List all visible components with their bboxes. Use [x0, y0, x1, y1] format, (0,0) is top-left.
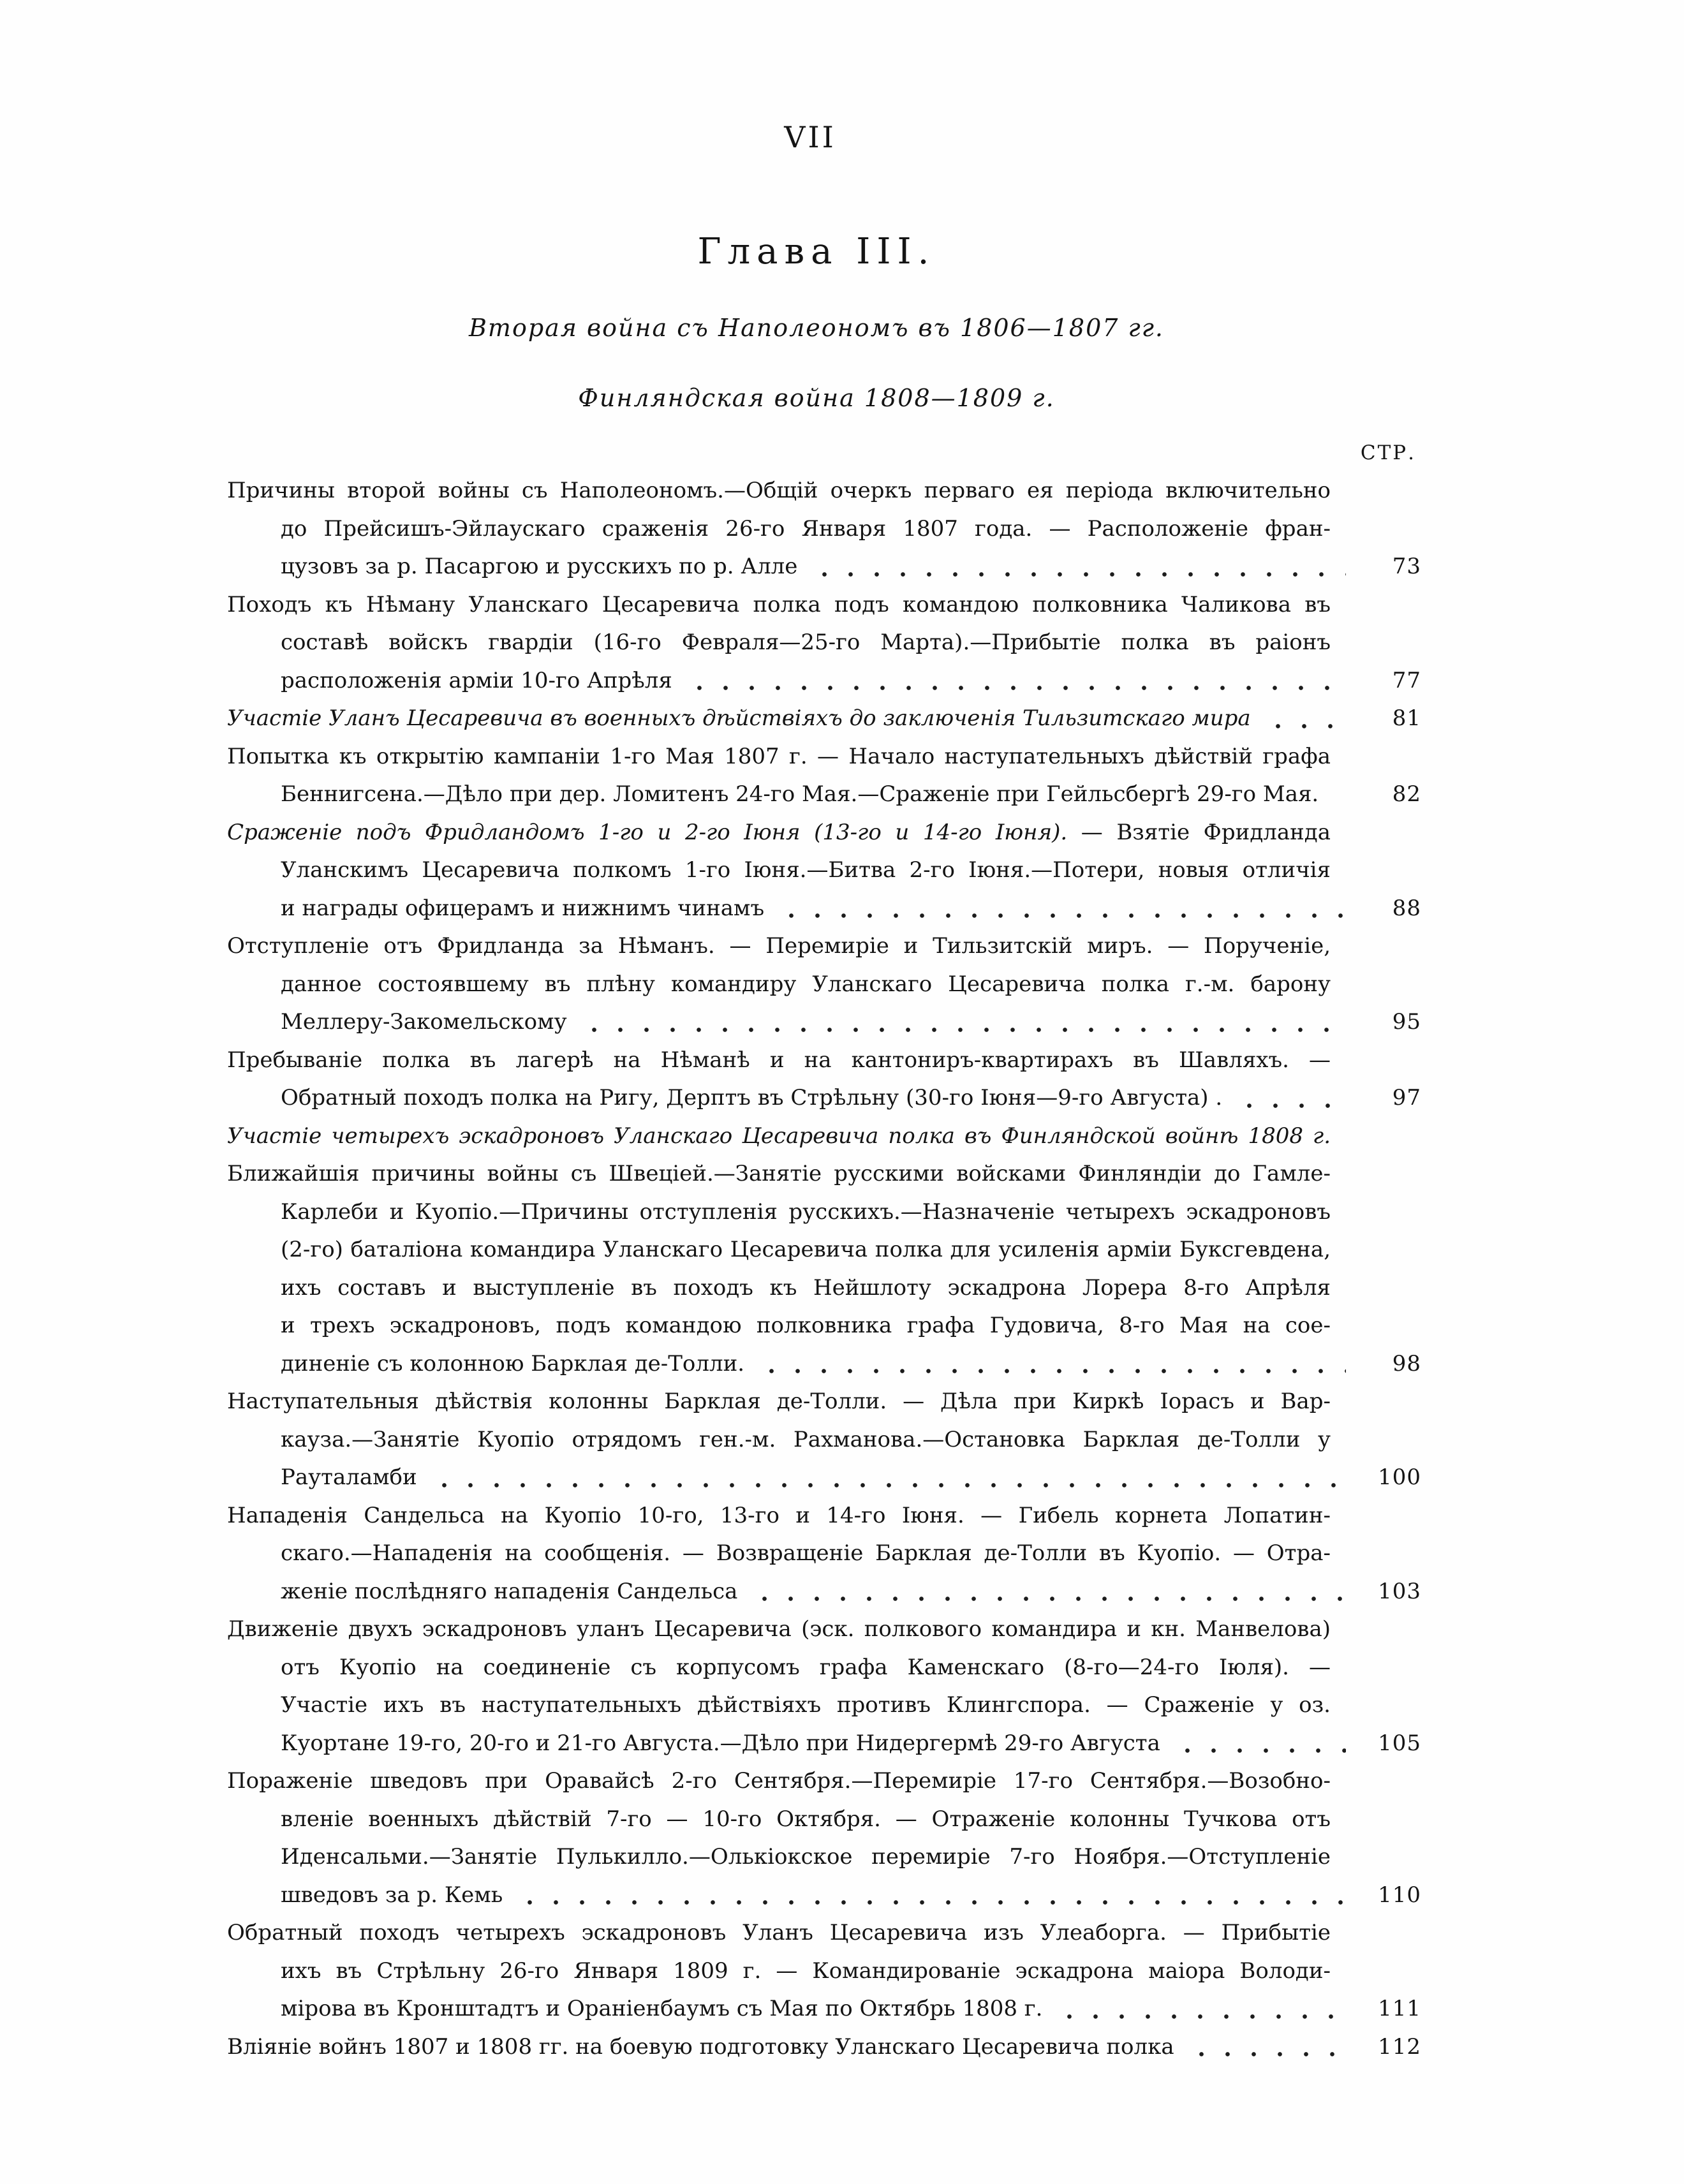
toc-entry [227, 472, 1421, 586]
toc-line-text: и трехъ эскадроновъ, подъ командою полковника графа Гудовича, 8-го Мая на сое- [281, 1313, 1331, 1338]
toc-line [227, 472, 1421, 510]
toc-line-text: шведовъ за р. Кемь [281, 1882, 503, 1908]
toc-line-text: Меллеру-Закомельскому [281, 1009, 567, 1035]
toc-entry [227, 1155, 1421, 1383]
toc-line-text: диненіе съ колонною Барклая де-Толли. [281, 1350, 745, 1376]
toc-line [281, 966, 1421, 1004]
toc-line-text: Вліяніе войнъ 1807 и 1808 гг. на боевую подготовку Уланскаго Цесаревича полка [227, 2033, 1174, 2060]
toc-line [281, 1838, 1421, 1877]
toc-line-text: (2-го) баталіона командира Уланскаго Цесаревича полка для усиленія арміи Буксгевдена, [281, 1237, 1331, 1262]
toc-line [227, 700, 1421, 738]
toc-line [281, 1079, 1421, 1118]
toc-entry [227, 700, 1421, 738]
toc-entry [227, 738, 1421, 814]
toc-line [227, 1118, 1421, 1156]
toc-line-text: Пребываніе полка въ лагерѣ на Нѣманѣ и на кантониръ-квартирахъ въ Шавляхъ. — [227, 1047, 1331, 1073]
toc-line-text: отъ Куопіо на соединеніе съ корпусомъ графа Каменскаго (8-го—24-го Іюля). — [281, 1654, 1331, 1680]
toc-line [281, 1801, 1421, 1839]
toc-line-text: и награды офицерамъ и нижнимъ чинамъ [281, 895, 765, 921]
toc-line [227, 2028, 1421, 2067]
toc-entry [227, 927, 1421, 1042]
toc-line [227, 1383, 1421, 1421]
toc-line-text: составѣ войскъ гвардіи (16-го Февраля—25-го Марта).—Прибытіе полка въ раіонъ [281, 630, 1331, 655]
toc-line-text: Рауталамби [281, 1465, 417, 1490]
toc-line-text: Сраженіе подъ Фридландомъ 1-го и 2-го Іюня (13-го и 14-го Іюня). [227, 819, 1068, 845]
toc-line [281, 1535, 1421, 1573]
page-number: 103 [1378, 1578, 1421, 1604]
toc-line [281, 1952, 1421, 1991]
toc-line-text: Нападенія Сандельса на Куопіо 10-го, 13-го и 14-го Іюня. — Гибель корнета Лопатин- [227, 1502, 1331, 1528]
dot-leader [1056, 2014, 1346, 2019]
toc-line [281, 1307, 1421, 1345]
toc-line-text: Попытка къ открытію кампаніи 1-го Мая 1807 г. — Начало наступательныхъ дѣйствій графа [227, 743, 1331, 769]
dot-leader [431, 1482, 1346, 1488]
toc-line [281, 1573, 1421, 1611]
dot-leader [778, 913, 1346, 919]
toc-entry [227, 586, 1421, 700]
toc-line-text: Движеніе двухъ эскадроновъ уланъ Цесаревича (эск. полкового командира и кн. Манвелова) [227, 1616, 1331, 1642]
page-number: 95 [1392, 1009, 1421, 1035]
toc-entry [227, 1042, 1421, 1118]
toc-entry [227, 1383, 1421, 1497]
chapter-title: Глава III. [697, 231, 936, 272]
toc-line [281, 1725, 1421, 1763]
toc-line-text: ихъ въ Стрѣльну 26-го Января 1809 г. — Командированіе эскадрона маіора Володи- [281, 1958, 1331, 1984]
toc-entry [227, 1497, 1421, 1611]
toc-line-text: Куортане 19-го, 20-го и 21-го Августа.—Дѣло при Нидергермѣ 29-го Августа [281, 1730, 1160, 1756]
toc-line [281, 1421, 1421, 1459]
toc-line [281, 1231, 1421, 1269]
toc-line [227, 1042, 1421, 1080]
page-number: 100 [1378, 1465, 1421, 1490]
toc-entry [227, 1118, 1421, 1156]
toc-line [281, 1193, 1421, 1232]
toc-line-text: Участіе ихъ въ наступательныхъ дѣйствіяхъ противъ Клингспора. — Сраженіе у оз. [281, 1692, 1331, 1718]
toc-line-text: Беннигсена.—Дѣло при дер. Ломитенъ 24-го Мая.—Сраженіе при Гейльсбергѣ 29-го Мая. [281, 781, 1319, 807]
folio-number: VII [784, 120, 836, 154]
toc-line [281, 1649, 1421, 1687]
toc-line-text: Участіе четырехъ эскадроновъ Уланскаго Цесаревича полка въ Финляндской войнѣ 1808 г. [227, 1123, 1331, 1149]
toc-line-text: Отступленіе отъ Фридланда за Нѣманъ. — Перемиріе и Тильзитскій миръ. — Порученіе, [227, 933, 1331, 959]
toc-line [227, 814, 1421, 852]
toc-line [281, 1003, 1421, 1042]
subtitle-war-finland: Финляндская война 1808—1809 г. [578, 384, 1055, 412]
toc-line [227, 1155, 1421, 1193]
page-number: 110 [1378, 1882, 1421, 1908]
page-number: 97 [1392, 1085, 1421, 1110]
page-number: 73 [1392, 554, 1421, 579]
dot-leader [1333, 799, 1346, 805]
dot-leader [1174, 1748, 1346, 1753]
toc-line-text: Наступательныя дѣйствія колонны Барклая де-Толли. — Дѣла при Киркѣ Іорасъ и Вар- [227, 1389, 1331, 1414]
toc-line-text: Походъ къ Нѣману Уланскаго Цесаревича полка подъ командою полковника Чаликова въ [227, 591, 1331, 617]
toc-line-text: Участіе Уланъ Цесаревича въ военныхъ дѣйствіяхъ до заключенія Тильзитскаго мира [227, 705, 1251, 731]
toc-line-text: Обратный походъ четырехъ эскадроновъ Уланъ Цесаревича изъ Улеаборга. — Прибытіе [227, 1920, 1331, 1945]
toc-line [281, 1990, 1421, 2028]
toc-line-text: данное состоявшему въ плѣну командиру Уланскаго Цесаревича полка г.-м. барону [281, 971, 1331, 997]
toc-line-text: Пораженіе шведовъ при Оравайсѣ 2-го Сентября.—Перемиріе 17-го Сентября.—Возобно- [227, 1768, 1331, 1794]
toc-line [281, 776, 1421, 814]
toc-line [227, 1762, 1421, 1801]
toc-line-text: Обратный походъ полка на Ригу, Дерптъ въ Стрѣльну (30-го Іюня—9-го Августа) . [281, 1085, 1223, 1110]
dot-leader [1236, 1103, 1346, 1109]
page-number: 88 [1392, 895, 1421, 921]
toc-entry [227, 1762, 1421, 1914]
dot-leader [811, 572, 1346, 577]
toc-line [227, 738, 1421, 776]
toc-line-text: — Взятіе Фридланда [1067, 819, 1331, 845]
toc-line [227, 1611, 1421, 1649]
toc-line-text: Иденсальми.—Занятіе Пулькилло.—Олькіокское перемиріе 7-го Ноября.—Отступленіе [281, 1844, 1331, 1870]
toc-line [227, 1914, 1421, 1952]
dot-leader [581, 1027, 1346, 1033]
toc-line [281, 662, 1421, 700]
toc-entry [227, 2028, 1421, 2067]
toc-line [281, 1345, 1421, 1383]
toc-line-text: женіе послѣдняго нападенія Сандельса [281, 1578, 738, 1604]
dot-leader [758, 1368, 1346, 1374]
toc-line-text: скаго.—Нападенія на сообщенія. — Возвращеніе Барклая де-Толли въ Куопіо. — Отра- [281, 1540, 1331, 1566]
toc-entry [227, 1914, 1421, 2028]
toc-line-text: Ближайшія причины войны съ Швеціей.—Занятіе русскими войсками Финляндіи до Гамле- [227, 1161, 1331, 1186]
dot-leader [751, 1596, 1346, 1602]
dot-leader [686, 685, 1346, 691]
toc-line-text: до Прейсишъ-Эйлаускаго сраженія 26-го Января 1807 года. — Расположеніе фран- [281, 515, 1331, 542]
toc [227, 472, 1421, 2066]
toc-line [281, 510, 1421, 549]
toc-line [281, 1877, 1421, 1915]
toc-line-text: Причины второй войны съ Наполеономъ.—Общій очеркъ перваго ея періода включительно [227, 478, 1331, 503]
page-number: 77 [1392, 667, 1421, 693]
toc-entry [227, 1611, 1421, 1762]
page-number: 81 [1392, 705, 1421, 731]
page-number: 98 [1392, 1350, 1421, 1376]
toc-line [227, 586, 1421, 624]
toc-line [281, 548, 1421, 586]
toc-line-text: кауза.—Занятіе Куопіо отрядомъ ген.-м. Рахманова.—Остановка Барклая де-Толли у [281, 1426, 1331, 1452]
toc-line-text: вленіе военныхъ дѣйствій 7-го — 10-го Октября. — Отраженіе колонны Тучкова отъ [281, 1806, 1331, 1832]
toc-line [281, 1269, 1421, 1308]
toc-line-text: Карлеби и Куопіо.—Причины отступленія русскихъ.—Назначеніе четырехъ эскадроновъ [281, 1199, 1331, 1225]
toc-line-text: ихъ составъ и выступленіе въ походъ къ Нейшлоту эскадрона Лорера 8-го Апрѣля [281, 1274, 1331, 1301]
page-number: 82 [1392, 781, 1421, 807]
toc-line [227, 927, 1421, 966]
toc-line [281, 852, 1421, 890]
toc-line [281, 624, 1421, 662]
toc-line-text: мірова въ Кронштадтъ и Ораніенбаумъ съ Мая по Октябрь 1808 г. [281, 1996, 1043, 2021]
page-number: 105 [1378, 1730, 1421, 1756]
toc-entry [227, 814, 1421, 928]
toc-line-text: цузовъ за р. Пасаргою и русскихъ по р. Алле [281, 554, 798, 579]
toc-line-text: расположенія арміи 10-го Апрѣля [281, 667, 672, 693]
dot-leader [517, 1900, 1346, 1905]
toc-line [281, 1459, 1421, 1497]
subtitle-war-napoleon: Вторая война съ Наполеономъ въ 1806—1807 гг. [468, 314, 1164, 342]
toc-line-text: Уланскимъ Цесаревича полкомъ 1-го Іюня.—Битва 2-го Іюня.—Потери, новыя отличія [281, 857, 1331, 883]
toc-line [227, 1497, 1421, 1535]
dot-leader [1188, 2051, 1346, 2057]
page-column-header: СТР. [1360, 441, 1416, 464]
page-number: 111 [1378, 1996, 1421, 2021]
toc-line [281, 890, 1421, 928]
toc-line [281, 1686, 1421, 1725]
dot-leader [1265, 723, 1346, 729]
page-number: 112 [1378, 2033, 1421, 2060]
